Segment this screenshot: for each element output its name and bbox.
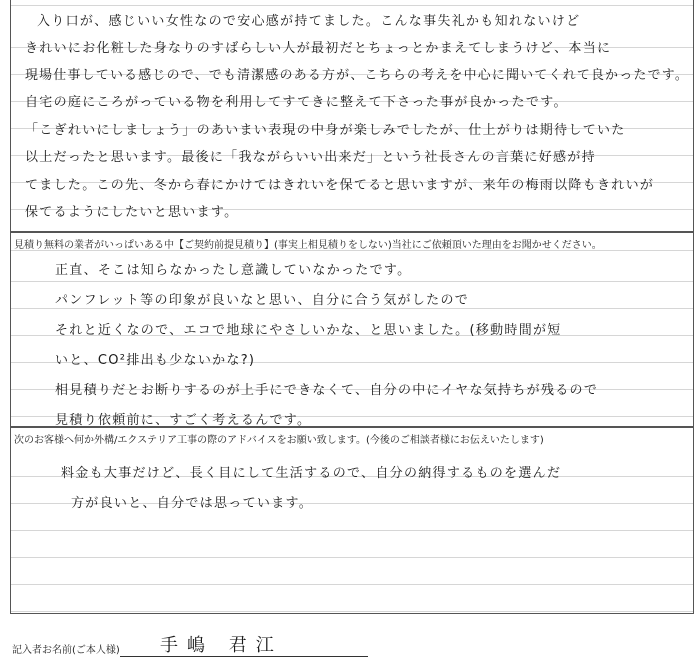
advice-line: 料金も大事だけど、長く目にして生活するので、自分の納得するものを選んだ	[61, 466, 562, 481]
signature-underline	[120, 656, 368, 657]
reason-line: 相見積りだとお断りするのが上手にできなくて、自分の中にイヤな気持ちが残るので	[55, 383, 599, 398]
comment-line: 自宅の庭にころがっている物を利用してすてきに整えて下さった事が良かったです。	[25, 95, 568, 110]
comment-line: 保てるようにしたいと思います。	[25, 205, 239, 220]
comment-line: 「こぎれいにしましょう」のあいまい表現の中身が楽しみでしたが、仕上がりは期待していた	[25, 123, 626, 138]
comment-line: 現場仕事している感じので、でも清潔感のある方が、こちらの考えを中心に聞いてくれて良かったです。	[25, 68, 690, 83]
reason-line: パンフレット等の印象が良いなと思い、自分に合う気がしたので	[55, 293, 470, 308]
comment-line: 入り口が、感じいい女性なので安心感が持てました。こんな事失礼かも知れないけど	[37, 14, 581, 29]
reason-line: 見積り依頼前に、すごく考えるんです。	[55, 413, 312, 427]
advice-question: 次のお客様へ何か外構/エクステリア工事の際のアドバイスをお願い致します。(今後のご相談者様にお伝えいたします)	[14, 435, 544, 446]
comment-line: きれいにお化粧した身なりのすばらしい人が最初だとちょっとかまえてしまうけど、本当に	[25, 41, 612, 56]
comment-line: てました。この先、冬から春にかけてはきれいを保てると思いますが、来年の梅雨以降もきれいが	[25, 178, 655, 193]
advice-section	[10, 427, 694, 614]
comment-section	[10, 0, 694, 232]
reason-question: 見積り無料の業者がいっぱいある中【ご契約前提見積り】(事実上相見積りをしない)当社にご依頼頂いた理由をお聞かせください。	[14, 240, 602, 251]
reason-line: いと、CO²排出も少ないかな?)	[55, 353, 256, 368]
signature-label: 記入者お名前(ご本人様)	[12, 645, 120, 656]
advice-line: 方が良いと、自分では思っています。	[71, 496, 314, 511]
comment-line: 以上だったと思います。最後に「我ながらいい出来だ」という社長さんの言葉に好感が持	[25, 150, 596, 165]
signature-name: 手嶋 君江	[160, 635, 283, 656]
reason-line: 正直、そこは知らなかったし意識していなかったです。	[55, 263, 412, 278]
reason-section	[10, 232, 694, 427]
reason-line: それと近くなので、エコで地球にやさしいかな、と思いました。(移動時間が短	[55, 323, 562, 338]
